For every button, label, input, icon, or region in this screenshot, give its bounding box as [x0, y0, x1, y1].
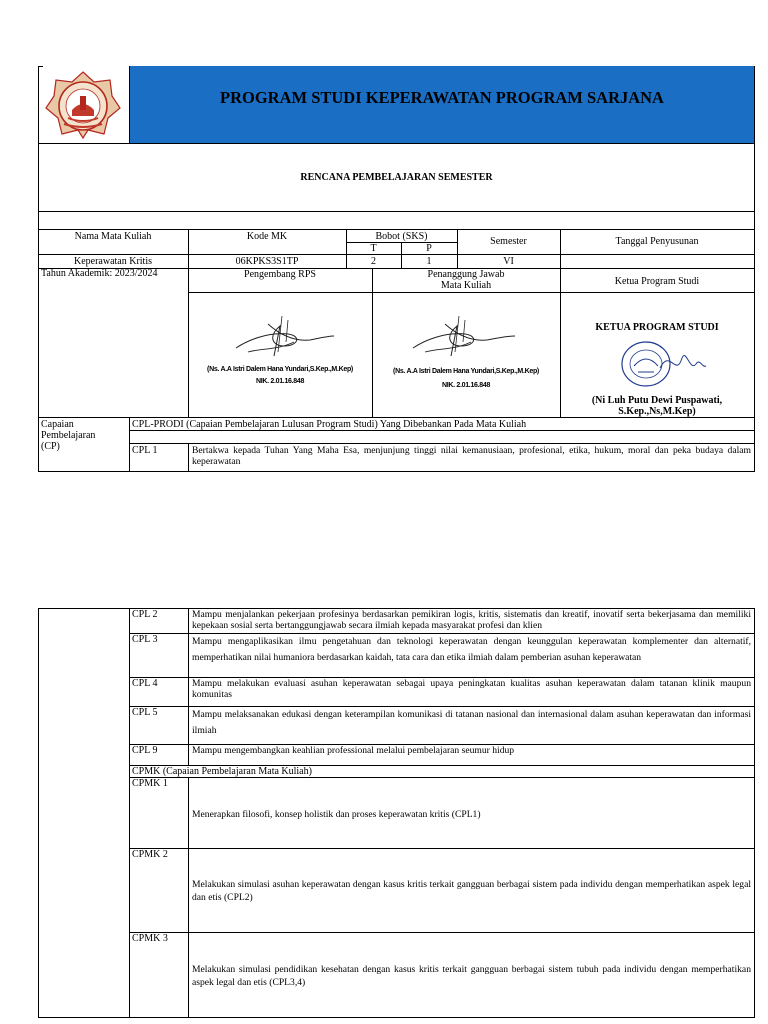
pengembang-rps: Pengembang RPS: [244, 269, 316, 280]
col-kode-mk: Kode MK: [246, 231, 288, 242]
col-tanggal: Tanggal Penyusunan: [615, 236, 699, 247]
cpl-code: CPL 5: [132, 707, 158, 718]
col-bobot: Bobot (SKS): [375, 231, 428, 242]
cpl-1-text: Bertakwa kepada Tuhan Yang Maha Esa, menjunjung tinggi nilai kemanusiaan, profesional, etika, hukum, moral dan peka budaya dalam keperawatan: [192, 445, 751, 467]
penanggung-jawab: Penanggung Jawab Mata Kuliah: [427, 269, 505, 291]
val-nama-mk: Keperawatan Kritis: [73, 256, 153, 267]
ketua-stamp-signature: [612, 338, 708, 392]
cpl-code: CPL 2: [132, 609, 158, 620]
cpl-text: Mampu melaksanakan edukasi dengan keterampilan komunikasi di tatanan nasional dan internasional dalam asuhan keperawatan dan informasi ilmiah: [192, 709, 751, 736]
tahun-akademik-value: 2023/2024: [114, 268, 158, 279]
ketua-title: KETUA PROGRAM STUDI: [595, 322, 719, 333]
cpmk-code: CPMK 3: [132, 933, 168, 944]
cpmk-text: Melakukan simulasi asuhan keperawatan dengan kasus kritis terkait gangguan berbagai sistem pada individu dengan memperhatikan aspek legal dan etis (CPL2): [192, 879, 751, 903]
cpl-text: Mampu melakukan evaluasi asuhan keperawatan sebagai upaya peningkatan kualitas asuhan keperawatan dalam tatanan klinik maupun komunitas: [192, 678, 751, 700]
cpl-text: Mampu menjalankan pekerjaan profesinya berdasarkan pemikiran logis, kritis, sistematis dan kreatif, inovatif serta bekerjasama dan memiliki kepekaan sosial serta bertanggungjawab secara ilmiah kepada masyarakat profesi dan klien: [192, 609, 751, 631]
signer-1-nik: NIK. 2.01.16.848: [255, 378, 305, 385]
cpl-text: Mampu mengembangkan keahlian professional melalui pembelajaran seumur hidup: [192, 745, 515, 756]
cpmk-text: Melakukan simulasi pendidikan kesehatan dengan kasus kritis terkait gangguan berbagai sistem tubuh pada individu dengan memperhatikan aspek legal dan etis (CPL3,4): [192, 964, 751, 988]
cpl-prodi-heading: CPL-PRODI (Capaian Pembelajaran Lulusan Program Studi) Yang Dibebankan Pada Mata Kuliah: [132, 419, 527, 430]
val-p: 1: [426, 256, 432, 267]
cpl-code: CPL 9: [132, 745, 158, 756]
cpl-text: Mampu mengaplikasikan ilmu pengetahuan dan teknologi keperawatan dengan keunggulan keperawatan komplementer dan alternatif, memperhatikan nilai humaniora berdasarkan kaidah, tata cara dan etika ilmiah dalam pemberian asuhan keperawatan: [192, 636, 751, 663]
document-subtitle: RENCANA PEMBELAJARAN SEMESTER: [300, 172, 493, 183]
cpmk-code: CPMK 1: [132, 778, 168, 789]
val-semester: VI: [503, 256, 514, 267]
cp-label: Capaian Pembelajaran (CP): [41, 419, 96, 452]
cpl-code: CPL 4: [132, 678, 158, 689]
val-kode-mk: 06KPKS3S1TP: [235, 256, 299, 267]
page-title: PROGRAM STUDI KEPERAWATAN PROGRAM SARJANA: [220, 88, 664, 107]
signer-1-name: (Ns. A.A Istri Dalem Hana Yundari,S.Kep.,M.Kep): [207, 366, 353, 373]
signer-2-name: (Ns. A.A Istri Dalem Hana Yundari,S.Kep.,M.Kep): [393, 368, 539, 375]
val-t: 2: [371, 256, 376, 267]
col-semester: Semester: [490, 236, 527, 247]
signature-1: [228, 312, 338, 364]
institution-logo: [42, 68, 124, 140]
ketua-prodi-label: Ketua Program Studi: [614, 276, 700, 287]
signer-2-nik: NIK. 2.01.16.848: [441, 382, 491, 389]
cpmk-code: CPMK 2: [132, 849, 168, 860]
col-t: T: [370, 243, 377, 254]
cpmk-text: Menerapkan filosofi, konsep holistik dan proses keperawatan kritis (CPL1): [192, 809, 481, 820]
cpl-code: CPL 3: [132, 634, 158, 645]
tahun-akademik-label: Tahun Akademik: 2023/2024: [41, 268, 158, 279]
cpl-1-code: CPL 1: [132, 445, 158, 456]
col-p: P: [426, 243, 432, 254]
col-nama-mk: Nama Mata Kuliah: [74, 231, 152, 242]
cpmk-heading: CPMK (Capaian Pembelajaran Mata Kuliah): [132, 766, 312, 777]
ketua-name: (Ni Luh Putu Dewi Puspawati, S.Kep.,Ns,M.Kep): [591, 395, 723, 417]
signature-2: [405, 312, 520, 364]
